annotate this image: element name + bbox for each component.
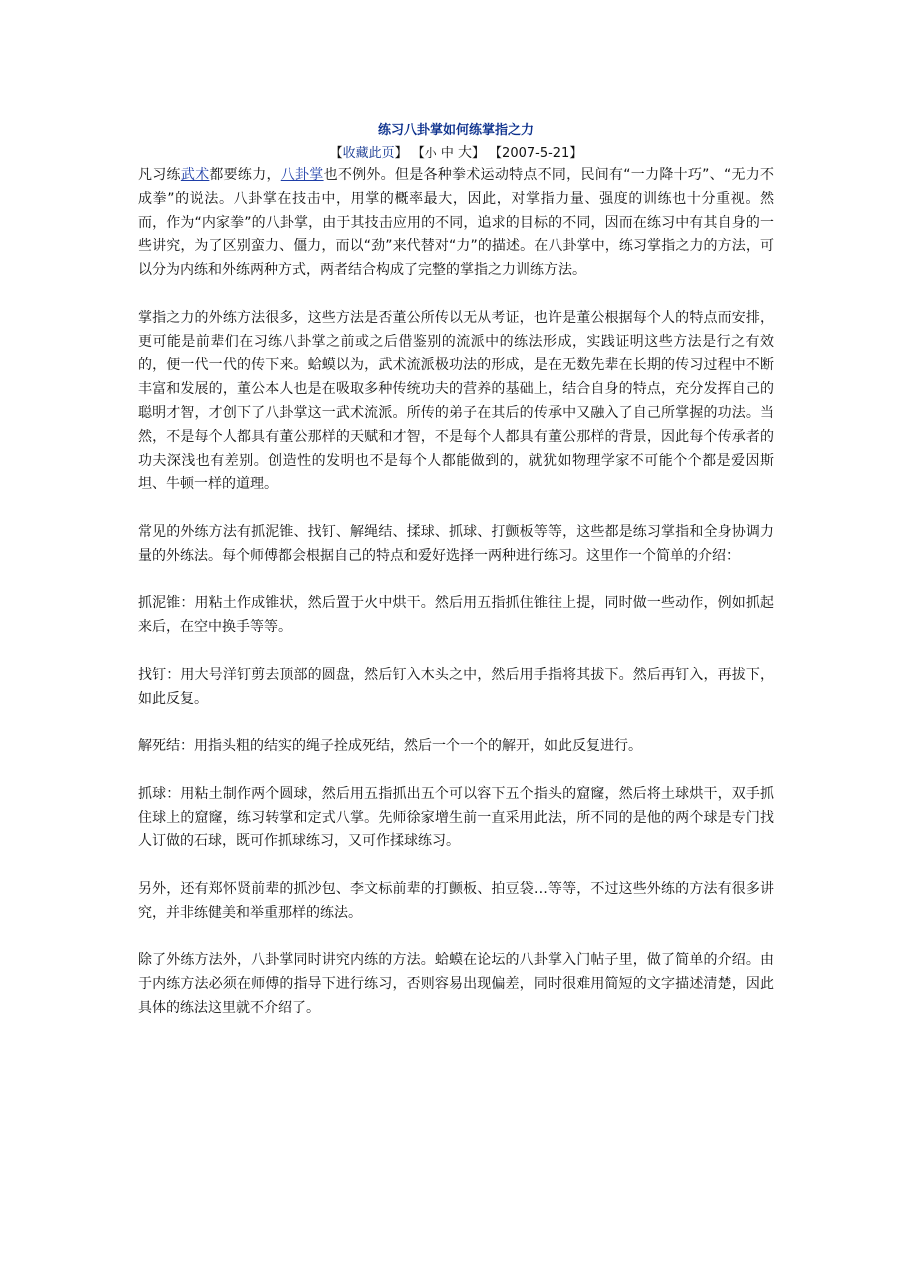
intro-text-3: 也不例外。但是各种拳术运动特点不同，民间有“一力降十巧”、“无力不成拳”的说法。八卦掌在技击中，用掌的概率最大，因此，对掌指力量、强度的训练也十分重视。然而，作为“内家拳”的八卦掌，由于其技击应用的不同，追求的目标的不同，因而在练习中有其自身的一些讲究，为了区别蛮力、僵力，而以“劲”来代替对“力”的描述。在八卦掌中，练习掌指之力的方法，可以分为内练和外练两种方式，两者结合构成了完整的掌指之力训练方法。 [138, 167, 775, 279]
paragraph-other-methods: 另外，还有郑怀贤前辈的抓沙包、李文标前辈的打颤板、拍豆袋…等等，不过这些外练的方法有很多讲究，并非练健美和举重那样的练法。 [138, 880, 774, 921]
article-meta [138, 142, 774, 164]
bracket-close: 】 [394, 146, 408, 161]
font-size-small-link[interactable]: 小 [424, 146, 437, 160]
paragraph-clay-cone: 抓泥锥：用粘土作成锥状，然后置于火中烘干。然后用五指抓住锥往上提，同时做一些动作，例如抓起来后，在空中换手等等。 [138, 595, 774, 636]
article [138, 120, 774, 1044]
bracket-close: 】 [472, 146, 486, 161]
intro-text-2: 都要练力， [209, 167, 281, 183]
paragraph-nail-pulling: 找钉：用大号洋钉剪去顶部的圆盘，然后钉入木头之中，然后用手指将其拔下。然后再钉入，再拔下，如此反复。 [138, 666, 774, 707]
paragraph-external-methods: 掌指之力的外练方法很多，这些方法是否董公所传以无从考证，也许是董公根据每个人的特点而安排，更可能是前辈们在习练八卦掌之前或之后借鉴别的流派中的练法形成，实践证明这些方法是行之有效的，便一代一代的传下来。蛤蟆以为，武术流派极功法的形成，是在无数先辈在长期的传习过程中不断丰富和发展的，董公本人也是在吸取多种传统功夫的营养的基础上，结合自身的特点，充分发挥自己的聪明才智，才创下了八卦掌这一武术流派。所传的弟子在其后的传承中又融入了自己所掌握的功法。当然，不是每个人都具有董公那样的天赋和才智，不是每个人都具有董公那样的背景，因此每个传承者的功夫深浅也有差别。创造性的发明也不是每个人都能做到的，就犹如物理学家不可能个个都是爱因斯坦、牛顿一样的道理。 [138, 309, 774, 493]
article-title: 练习八卦掌如何练掌指之力 [377, 123, 534, 138]
paragraph-common-methods: 常见的外练方法有抓泥锥、找钉、解绳结、揉球、抓球、打颤板等等，这些都是练习掌指和全身协调力量的外练法。每个师傅都会根据自己的特点和爱好选择一两种进行练习。这里作一个简单的介绍： [138, 523, 774, 564]
bracket-open: 【 [489, 146, 503, 161]
wushu-link[interactable]: 武术 [180, 167, 210, 183]
bracket-close: 】 [569, 146, 583, 161]
font-size-medium-link[interactable]: 中 [440, 146, 454, 161]
bracket-open: 【 [411, 146, 425, 161]
paragraph-internal-methods: 除了外练方法外，八卦掌同时讲究内练的方法。蛤蟆在论坛的八卦掌入门帖子里，做了简单的介绍。由于内练方法必须在师傅的指导下进行练习，否则容易出现偏差，同时很难用简短的文字描述清楚，因此具体的练法这里就不介绍了。 [138, 952, 774, 1016]
publish-date: 2007-5-21 [502, 146, 570, 161]
bracket-open: 【 [329, 146, 343, 161]
baguazhang-link[interactable]: 八卦掌 [280, 167, 324, 183]
intro-paragraph [138, 164, 774, 283]
paragraph-knot-untying: 解死结：用指头粗的结实的绳子拴成死结，然后一个一个的解开，如此反复进行。 [138, 738, 642, 755]
bookmark-link[interactable]: 收藏此页 [342, 146, 395, 161]
paragraph-ball-grip: 抓球：用粘土制作两个圆球，然后用五指抓出五个可以容下五个指头的窟窿，然后将土球烘干，双手抓住球上的窟窿，练习转掌和定式八掌。先师徐家增生前一直采用此法，所不同的是他的两个球是专门找人订做的石球，既可作抓球练习，又可作揉球练习。 [138, 785, 774, 850]
intro-text-1: 凡习练 [138, 167, 181, 183]
font-size-large-link[interactable]: 大 [458, 145, 473, 161]
